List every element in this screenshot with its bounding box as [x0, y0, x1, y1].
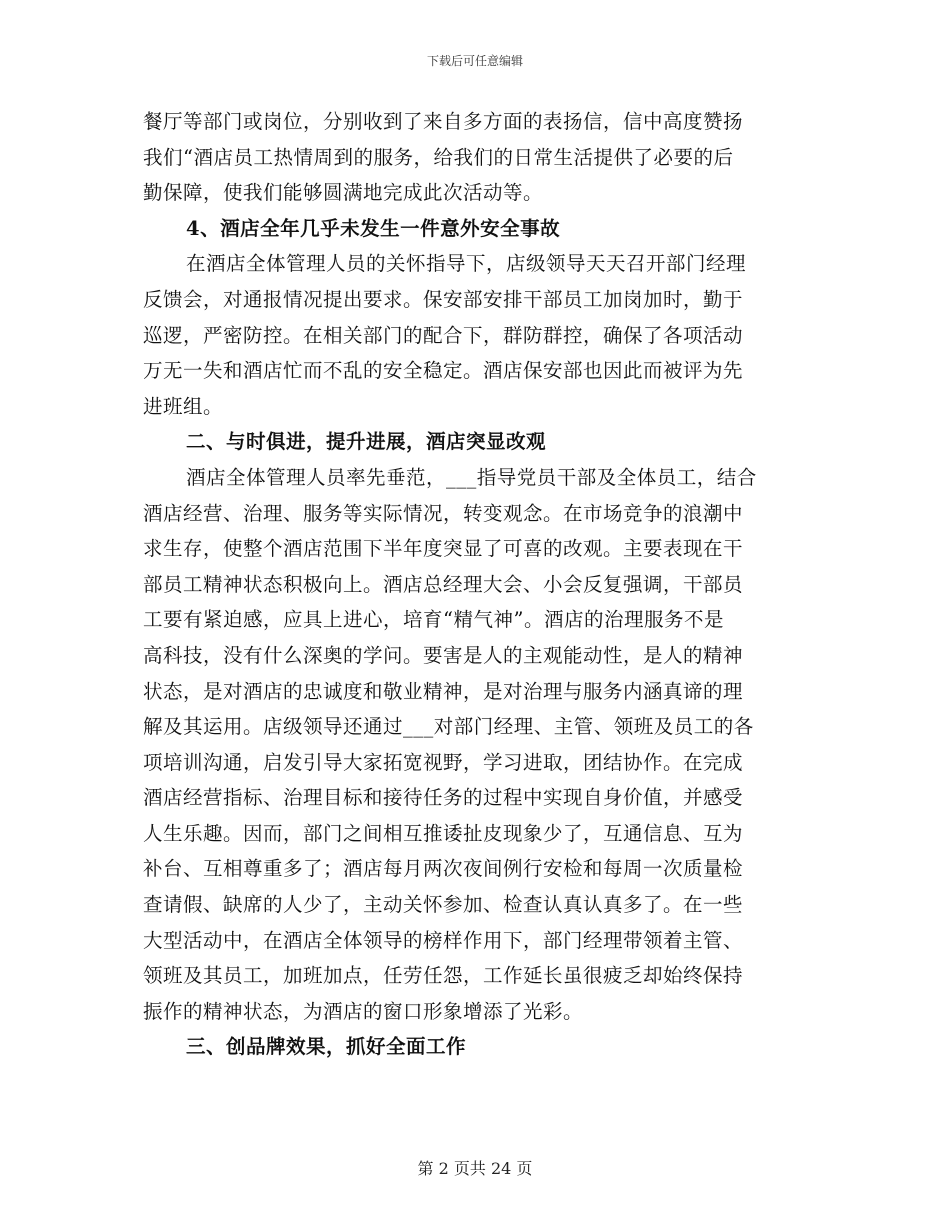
page-header: 下载后可任意编辑: [426, 54, 523, 68]
document-body: [143, 104, 807, 1065]
paragraph-line: 在酒店全体管理人员的关怀指导下，店级领导天天召开部门经理: [186, 252, 747, 276]
paragraph-line: 人生乐趣。因而，部门之间相互推诿扯皮现象少了，互通信息、互为: [143, 821, 744, 845]
paragraph-line: 项培训沟通，启发引导大家拓宽视野，学习进取，团结协作。在完成: [143, 750, 744, 774]
paragraph-line: 补台、互相尊重多了；酒店每月两次夜间例行安检和每周一次质量检: [143, 857, 744, 881]
paragraph-line: 巡逻，严密防控。在相关部门的配合下，群防群控，确保了各项活动: [143, 323, 744, 347]
section-heading: 4、酒店全年几乎未发生一件意外安全事故: [186, 216, 561, 240]
paragraph-line: 万无一失和酒店忙而不乱的安全稳定。酒店保安部也因此而被评为先: [143, 359, 744, 383]
paragraph: [143, 246, 807, 424]
paragraph: [143, 104, 807, 211]
paragraph-line: 领班及其员工，加班加点，任劳任怨，工作延长虽很疲乏却始终保持: [143, 964, 744, 988]
section-heading: 二、与时俱进，提升进展，酒店突显改观: [186, 430, 547, 454]
paragraph-line: 大型活动中，在酒店全体领导的榜样作用下，部门经理带领着主管、: [143, 928, 744, 952]
paragraph-line: 振作的精神状态，为酒店的窗口形象增添了光彩。: [143, 999, 584, 1023]
paragraph-line: 我们“酒店员工热情周到的服务，给我们的日常生活提供了必要的后: [143, 145, 734, 169]
paragraph-line: 部员工精神状态积极向上。酒店总经理大会、小会反复强调，干部员: [143, 572, 744, 596]
paragraph-line: 酒店全体管理人员率先垂范，___指导党员干部及全体员工，结合: [186, 465, 757, 489]
paragraph-line: 酒店经营指标、治理目标和接待任务的过程中实现自身价值，并感受: [143, 786, 744, 810]
page-number: 第 2 页共 24 页: [417, 1159, 533, 1178]
paragraph-line: 酒店经营、治理、服务等实际情况，转变观念。在市场竞争的浪潮中: [143, 501, 744, 525]
paragraph-line: 求生存，使整个酒店范围下半年度突显了可喜的改观。主要表现在干: [143, 537, 744, 561]
paragraph-line: 勤保障，使我们能够圆满地完成此次活动等。: [143, 181, 544, 205]
paragraph-line: 进班组。: [143, 394, 224, 418]
paragraph-line: 反馈会，对通报情况提出要求。保安部安排干部员工加岗加时，勤于: [143, 287, 744, 311]
paragraph-line: 状态，是对酒店的忠诚度和敬业精神，是对治理与服务内涵真谛的理: [143, 679, 744, 703]
paragraph-line: 高科技，没有什么深奥的学问。要害是人的主观能动性，是人的精神: [143, 643, 744, 667]
section-heading: 三、创品牌效果，抓好全面工作: [186, 1035, 467, 1059]
paragraph-line: 查请假、缺席的人少了，主动关怀参加、检查认真认真多了。在一些: [143, 893, 744, 917]
paragraph-line: 工要有紧迫感，应具上进心，培育“精气神”。酒店的治理服务不是: [143, 608, 724, 632]
paragraph: [143, 460, 807, 1030]
paragraph-line: 餐厅等部门或岗位，分别收到了来自多方面的表扬信，信中高度赞扬: [143, 110, 744, 133]
paragraph-line: 解及其运用。店级领导还通过___对部门经理、主管、领班及员工的各: [143, 715, 754, 739]
